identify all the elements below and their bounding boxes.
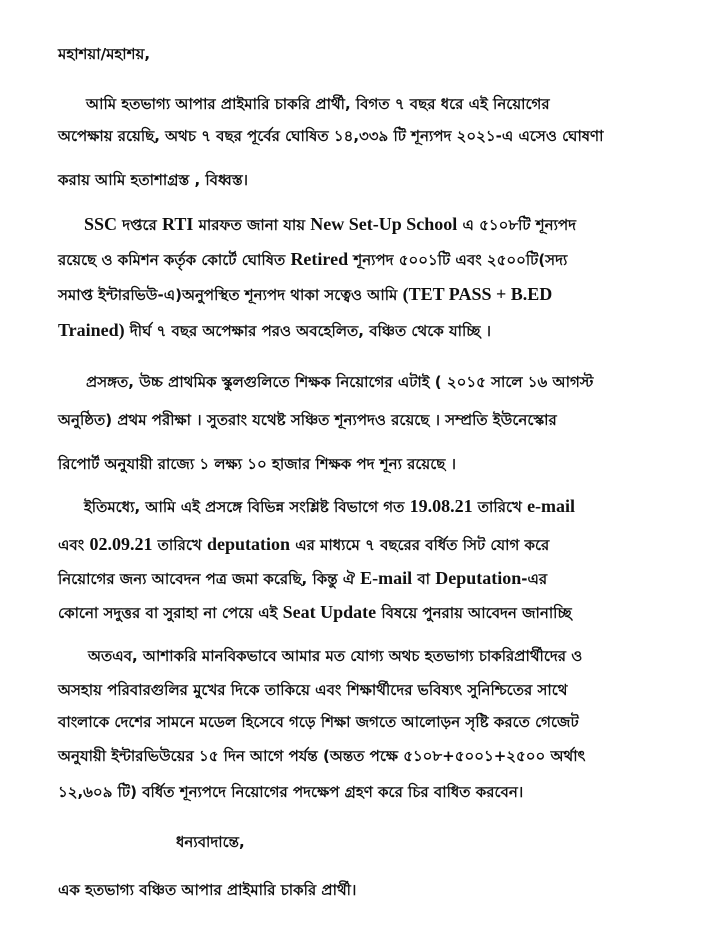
text-run-english: RTI [161, 214, 194, 234]
text-run: ইতিমধ্যে, আমি এই প্রসঙ্গে বিভিন্ন সংশ্লিষ্ট বিভাগে গত [84, 498, 410, 516]
text-run: আমি হতভাগ্য আপার প্রাইমারি চাকরি প্রার্থী, বিগত ৭ বছর ধরে এই নিয়োগের [86, 95, 550, 113]
text-run: দীর্ঘ ৭ বছর অপেক্ষার পরও অবহেলিত, বঞ্চিত থেকে যাচ্ছি । [124, 322, 492, 340]
paragraph-line [58, 126, 603, 146]
paragraph-line [88, 646, 582, 666]
paragraph-line [58, 746, 586, 766]
signature: এক হতভাগ্য বঞ্চিত আপার প্রাইমারি চাকরি প্রার্থী। [58, 881, 357, 899]
paragraph-line [84, 496, 575, 517]
text-run-english: e-mail [527, 496, 576, 516]
text-run: -এর [521, 570, 548, 588]
text-run: তারিখে [472, 498, 528, 516]
paragraph-line [86, 372, 593, 392]
text-run: তারিখে [152, 536, 207, 554]
text-run: প্রসঙ্গত, উচ্চ প্রাথমিক স্কুলগুলিতে শিক্ষক নিয়োগের এটাই ( ২০১৫ সালে ১৬ আগস্ট [86, 373, 594, 391]
paragraph-line [58, 320, 491, 341]
text-run: অনুযায়ী ইন্টারভিউয়ের ১৫ দিন আগে পর্যন্ত (অন্তত পক্ষে ৫১০৮+৫০০১+২৫০০ অর্থাৎ [58, 747, 586, 765]
paragraph-line [58, 782, 523, 802]
text-run: মারফত জানা যায় [193, 216, 311, 234]
paragraph-line [58, 602, 572, 623]
text-run: অতএব, আশাকরি মানবিকভাবে আমার মত যোগ্য অথচ হতভাগ্য চাকরিপ্রার্থীদের ও [88, 647, 583, 665]
text-run-english: E-mail [360, 568, 413, 588]
text-run: বাংলাকে দেশের সামনে মডেল হিসেবে গড়ে শিক্ষা জগতে আলোড়ন সৃষ্টি করতে গেজেট [58, 713, 579, 731]
paragraph-line [58, 534, 549, 555]
text-run-english: Trained) [58, 320, 125, 340]
text-run-english: SSC [84, 214, 118, 234]
text-run: রয়েছে ও কমিশন কর্তৃক কোর্টে ঘোষিত [58, 251, 291, 269]
text-run: ১২,৬০৯ টি) বর্ধিত শূন্যপদে নিয়োগের পদক্ষেপ গ্রহণ করে চির বাধিত করবেন। [58, 783, 524, 801]
text-run: বা [412, 570, 436, 588]
text-run: নিয়োগের জন্য আবেদন পত্র জমা করেছি, কিন্তু ঐ [58, 570, 361, 588]
paragraph-line [86, 94, 550, 114]
text-run-english: 02.09.21 [89, 534, 153, 554]
text-run-english: New Set-Up School [310, 214, 458, 234]
paragraph-line [58, 454, 456, 474]
paragraph-line [58, 680, 567, 700]
paragraph-line [58, 170, 248, 190]
salutation: মহাশয়া/মহাশয়, [58, 45, 151, 63]
paragraph-line [58, 249, 567, 270]
text-run-english: Retired [290, 249, 349, 269]
text-run: এ ৫১০৮টি শূন্যপদ [457, 216, 577, 234]
text-run-english: (TET PASS + B.ED [402, 284, 553, 304]
text-run-english: deputation [206, 534, 290, 554]
paragraph-line [58, 568, 547, 589]
text-run: এর মাধ্যমে ৭ বছরের বর্ধিত সিট যোগ করে [289, 536, 550, 554]
text-run: এবং [58, 536, 90, 554]
paragraph-line [58, 410, 557, 430]
closing: ধন্যবাদান্তে, [176, 833, 245, 851]
paragraph-line [84, 214, 576, 235]
text-run: অনুষ্ঠিত) প্রথম পরীক্ষা । সুতরাং যথেষ্ট সঞ্চিত শূন্যপদও রয়েছে । সম্প্রতি ইউনেস্কোর [58, 411, 557, 429]
text-run: কোনো সদুত্তর বা সুরাহা না পেয়ে এই [58, 604, 283, 622]
text-run: করায় আমি হতাশাগ্রস্ত , বিধ্বস্ত। [58, 171, 248, 189]
text-run: সমাপ্ত ইন্টারভিউ-এ)অনুপস্থিত শূন্যপদ থাকা সত্বেও আমি [58, 286, 403, 304]
paragraph-line [58, 284, 552, 305]
text-run: রিপোর্ট অনুযায়ী রাজ্যে ১ লক্ষ্য ১০ হাজার শিক্ষক পদ শূন্য রয়েছে । [58, 455, 456, 473]
text-run: অপেক্ষায় রয়েছি, অথচ ৭ বছর পূর্বের ঘোষিত ১৪,৩৩৯ টি শূন্যপদ ২০২১-এ এসেও ঘোষণা [58, 127, 604, 145]
text-run-english: 19.08.21 [409, 496, 473, 516]
paragraph-line [58, 712, 579, 732]
text-run: অসহায় পরিবারগুলির মুখের দিকে তাকিয়ে এবং শিক্ষার্থীদের ভবিষ্যৎ সুনিশ্চিতের সাথে [58, 681, 568, 699]
text-run: বিষয়ে পুনরায় আবেদন জানাচ্ছি [376, 604, 572, 622]
text-run: দপ্তরে [117, 216, 162, 234]
text-run-english: Seat Update [282, 602, 377, 622]
text-run-english: Deputation [435, 568, 522, 588]
text-run: শূন্যপদ ৫০০১টি এবং ২৫০০টি(সদ্য [348, 251, 568, 269]
